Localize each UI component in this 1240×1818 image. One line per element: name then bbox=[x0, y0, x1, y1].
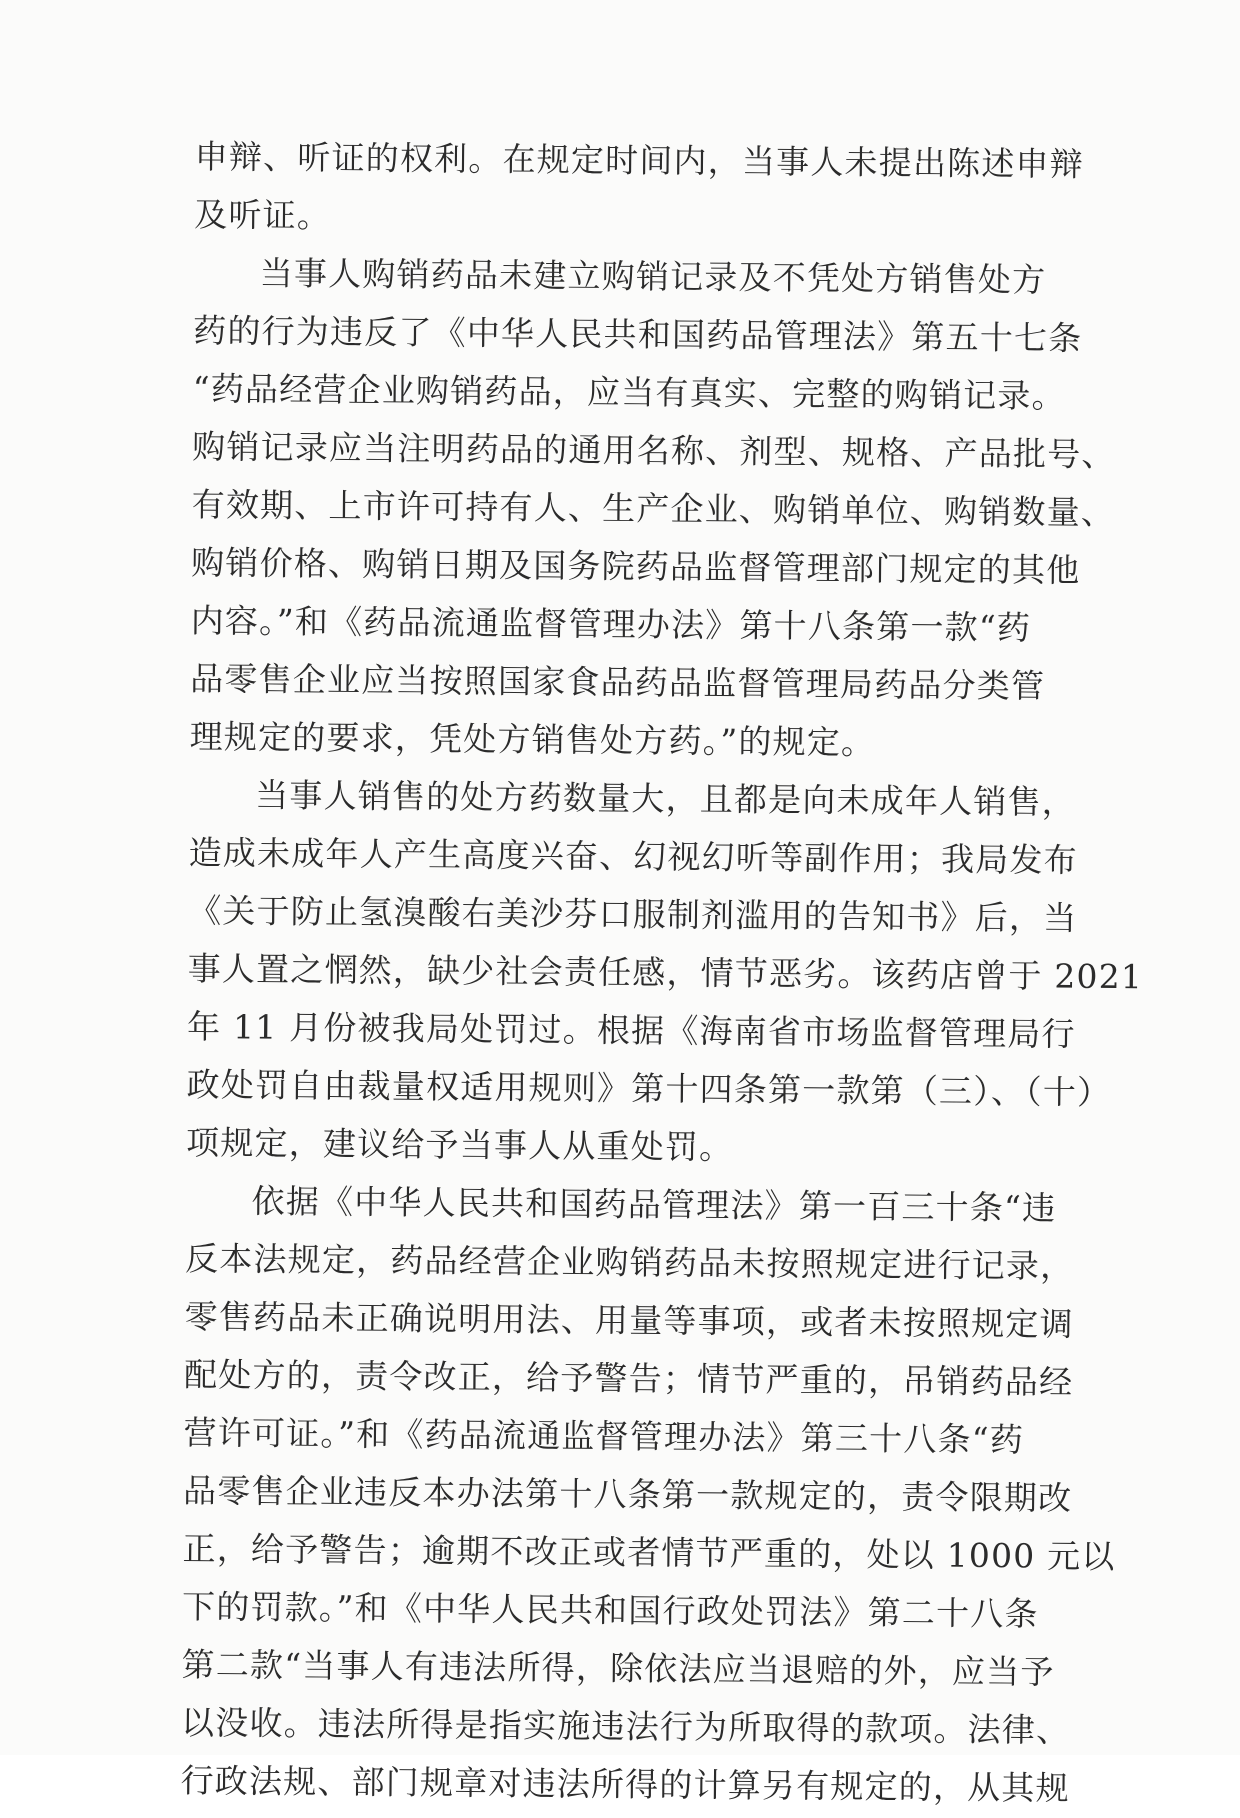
text-line: 反本法规定，药品经营企业购销药品未按照规定进行记录， bbox=[184, 1238, 1075, 1286]
text-line: 申辩、听证的权利。在规定时间内，当事人未提出陈述申辩 bbox=[194, 136, 1085, 184]
text-line: 有效期、上市许可持有人、生产企业、购销单位、购销数量、 bbox=[191, 484, 1116, 533]
text-line: 购销价格、购销日期及国务院药品监督管理部门规定的其他 bbox=[191, 542, 1081, 590]
text-line: 正，给予警告；逾期不改正或者情节严重的，处以 1000 元以 bbox=[182, 1528, 1116, 1577]
text-line: 内容。”和《药品流通监督管理办法》第十八条第一款“药 bbox=[190, 600, 1032, 648]
text-line: 购销记录应当注明药品的通用名称、剂型、规格、产品批号、 bbox=[192, 426, 1116, 475]
text-line: 行政法规、部门规章对违法所得的计算另有规定的，从其规 bbox=[180, 1760, 1070, 1808]
text-line: 下的罚款。”和《中华人民共和国行政处罚法》第二十八条 bbox=[181, 1586, 1039, 1634]
paragraph-start-line: 当事人购销药品未建立购销记录及不凭处方销售处方 bbox=[259, 253, 1047, 300]
text-line: 及听证。 bbox=[194, 194, 332, 236]
text-line: 事人置之惘然，缺少社会责任感，情节恶劣。该药店曾于 2021 bbox=[187, 948, 1144, 997]
text-line: 第二款“当事人有违法所得，除依法应当退赔的外，应当予 bbox=[181, 1644, 1055, 1692]
text-line: 配处方的，责令改正，给予警告；情节严重的，吊销药品经 bbox=[183, 1354, 1074, 1402]
document-body bbox=[180, 128, 1144, 1818]
paragraph-start-line: 依据《中华人民共和国药品管理法》第一百三十条“违 bbox=[251, 1181, 1057, 1228]
paragraph-start-line: 当事人销售的处方药数量大，且都是向未成年人销售， bbox=[255, 775, 1077, 822]
text-line: 品零售企业违反本办法第十八条第一款规定的，责令限期改 bbox=[182, 1470, 1073, 1518]
text-line: “药品经营企业购销药品，应当有真实、完整的购销记录。 bbox=[192, 368, 1066, 416]
text-line: 零售药品未正确说明用法、用量等事项，或者未按照规定调 bbox=[184, 1296, 1074, 1344]
text-line: 以没收。违法所得是指实施违法行为所取得的款项。法律、 bbox=[180, 1702, 1071, 1750]
text-line: 年 11 月份被我局处罚过。根据《海南省市场监督管理局行 bbox=[186, 1006, 1076, 1054]
text-line: 营许可证。”和《药品流通监督管理办法》第三十八条“药 bbox=[183, 1412, 1025, 1460]
text-line: 药的行为违反了《中华人民共和国药品管理法》第五十七条 bbox=[193, 310, 1083, 358]
text-line: 政处罚自由裁量权适用规则》第十四条第一款第（三）、（十） bbox=[186, 1064, 1112, 1113]
text-line: 品零售企业应当按照国家食品药品监督管理局药品分类管 bbox=[190, 658, 1046, 706]
text-line: 《关于防止氢溴酸右美沙芬口服制剂滥用的告知书》后，当 bbox=[188, 890, 1078, 938]
text-line: 造成未成年人产生高度兴奋、幻视幻听等副作用；我局发布 bbox=[188, 832, 1079, 880]
text-line: 项规定，建议给予当事人从重处罚。 bbox=[185, 1122, 734, 1167]
text-line: 理规定的要求，凭处方销售处方药。”的规定。 bbox=[189, 716, 876, 762]
